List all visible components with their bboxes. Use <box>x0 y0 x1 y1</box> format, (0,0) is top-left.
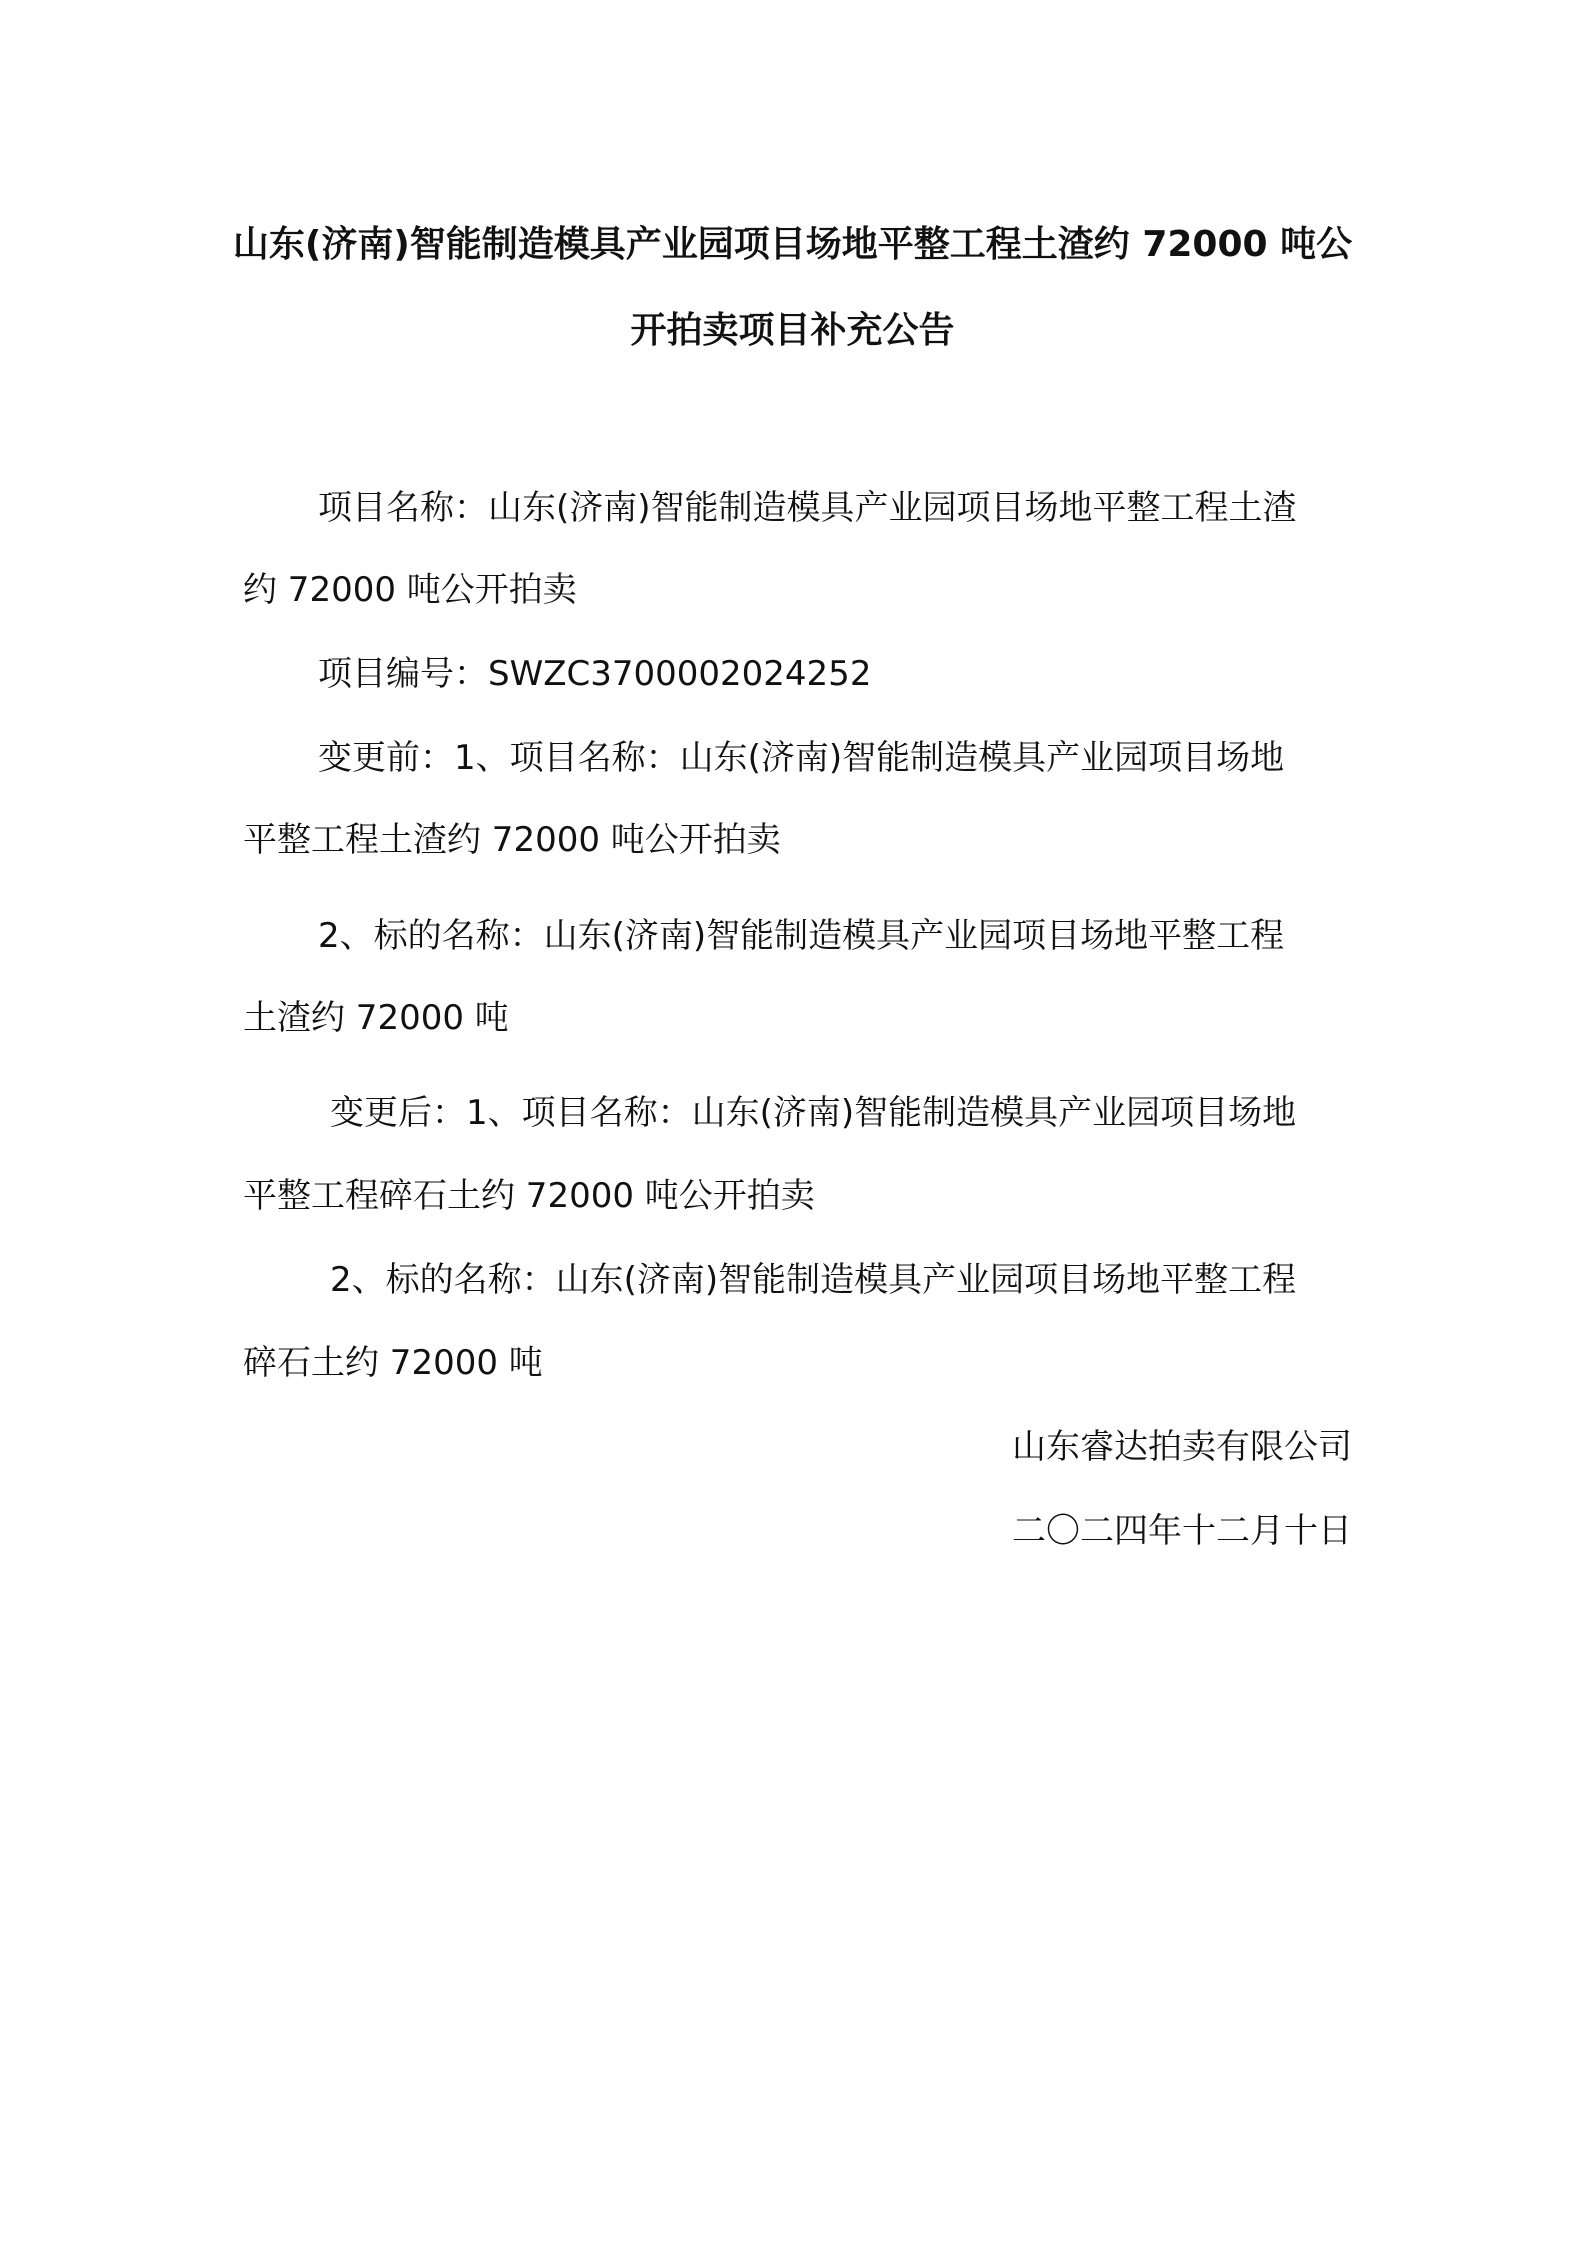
issuing-company: 山东睿达拍卖有限公司 <box>1012 1427 1352 1467</box>
before-change-item-1-line-2: 平整工程土渣约 72000 吨公开拍卖 <box>243 820 781 860</box>
before-change-item-2-line-2: 土渣约 72000 吨 <box>243 998 509 1038</box>
before-change-item-2-line-1: 2、标的名称：山东(济南)智能制造模具产业园项目场地平整工程 <box>318 916 1285 956</box>
after-change-item-2-line-1: 2、标的名称：山东(济南)智能制造模具产业园项目场地平整工程 <box>330 1260 1297 1300</box>
after-change-item-1-line-1: 变更后：1、项目名称：山东(济南)智能制造模具产业园项目场地 <box>330 1093 1297 1133</box>
after-change-item-2-line-2: 碎石土约 72000 吨 <box>243 1343 543 1383</box>
before-change-item-1-line-1: 变更前：1、项目名称：山东(济南)智能制造模具产业园项目场地 <box>318 738 1285 778</box>
project-name-line-1: 项目名称：山东(济南)智能制造模具产业园项目场地平整工程土渣 <box>318 488 1297 528</box>
document-title-line-2: 开拍卖项目补充公告 <box>630 310 955 351</box>
document-title-line-1: 山东(济南)智能制造模具产业园项目场地平整工程土渣约 72000 吨公 <box>232 224 1353 265</box>
issue-date: 二〇二四年十二月十日 <box>1012 1511 1352 1551</box>
project-name-line-2: 约 72000 吨公开拍卖 <box>243 570 577 610</box>
project-code: 项目编号：SWZC3700002024252 <box>318 654 872 694</box>
after-change-item-1-line-2: 平整工程碎石土约 72000 吨公开拍卖 <box>243 1176 815 1216</box>
